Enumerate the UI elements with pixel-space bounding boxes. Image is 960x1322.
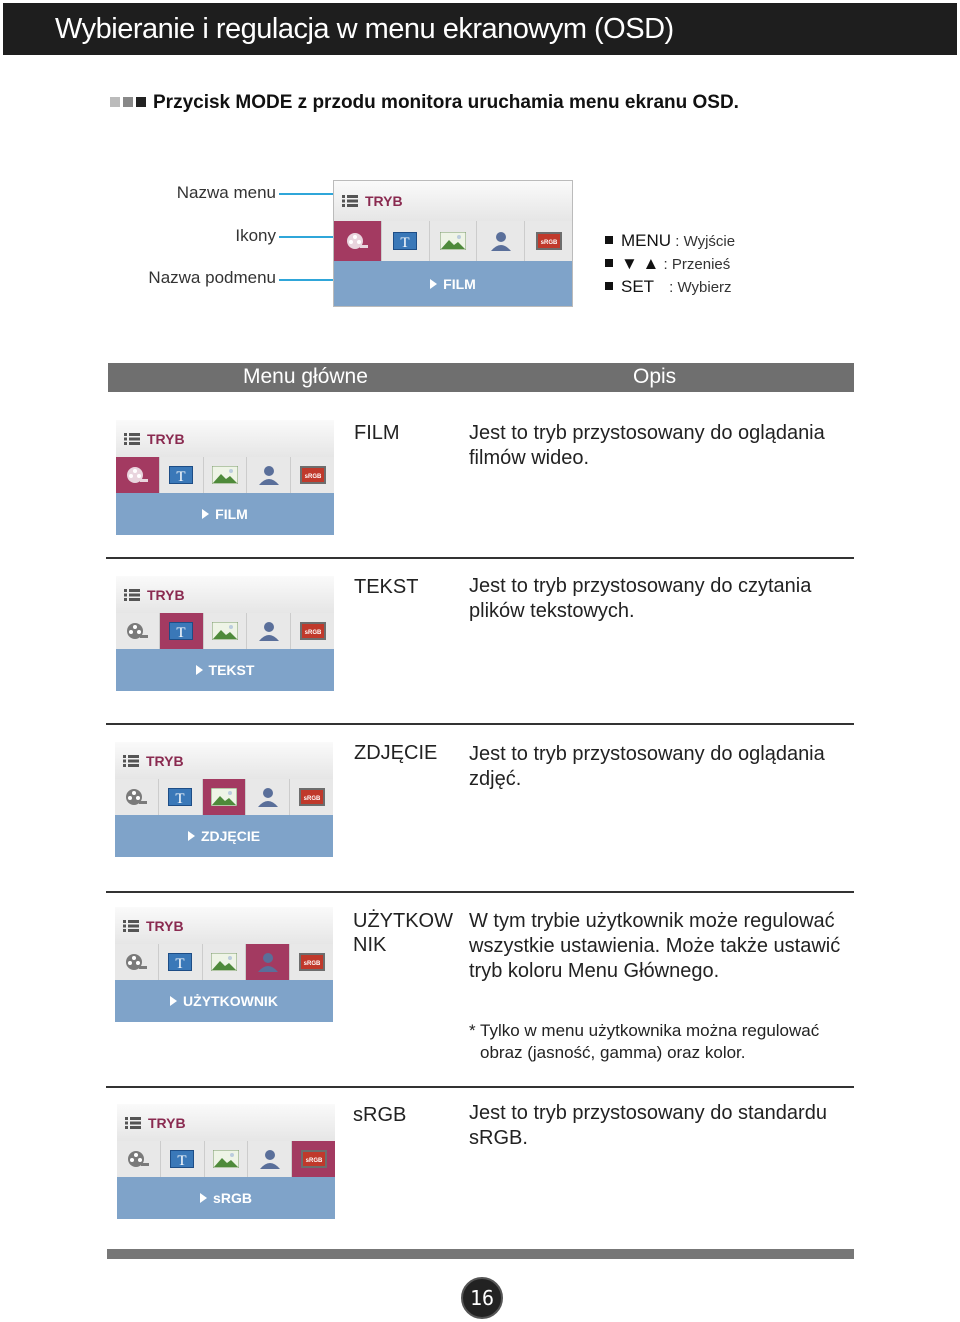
note-line2: obraz (jasność, gamma) oraz kolor. (480, 1043, 746, 1062)
osd-icon-cell (246, 944, 290, 980)
osd-icon-cell (116, 613, 160, 649)
srgb-icon (300, 622, 326, 640)
note-line1: * Tylko w menu użytkownika można regulować (469, 1021, 820, 1040)
film-reel-icon (124, 787, 148, 807)
row-name-film: FILM (354, 422, 400, 444)
film-reel-icon (126, 1149, 150, 1169)
user-person-icon (258, 621, 280, 641)
page-header (3, 3, 957, 55)
text-t-icon (169, 466, 193, 484)
user-person-icon (257, 787, 279, 807)
svg-text:sRGB: sRGB (304, 474, 321, 480)
svg-text:sRGB: sRGB (305, 1158, 322, 1164)
menu-grid-icon (124, 589, 140, 601)
text-t-icon (168, 788, 192, 806)
photo-landscape-icon (211, 788, 237, 806)
row-divider (106, 1086, 854, 1088)
osd-icon-cell (205, 1141, 249, 1177)
bullet-icon (605, 282, 613, 290)
osd-uzytkownik (115, 907, 333, 1022)
osd-icon-cell (161, 1141, 205, 1177)
user-person-icon (259, 1149, 281, 1169)
osd-submenu-label: UŻYTKOWNIK (183, 993, 278, 1009)
row-name-zdjecie: ZDJĘCIE (354, 742, 438, 764)
osd-title-bar (115, 742, 333, 780)
film-reel-icon (125, 621, 149, 641)
svg-text:T: T (175, 956, 185, 971)
osd-icon-row (115, 944, 333, 980)
osd-icon-cell (291, 613, 334, 649)
text-t-icon (168, 953, 192, 971)
table-header (108, 363, 854, 392)
osd-title-bar (334, 181, 572, 222)
osd-film (116, 420, 334, 535)
row-name-uzytkownik (353, 909, 453, 957)
footer-bar (107, 1249, 854, 1259)
key-set: SET (621, 277, 655, 296)
osd-icon-cell (246, 779, 290, 815)
user-person-icon (258, 465, 280, 485)
svg-text:T: T (177, 1153, 187, 1168)
osd-title: TRYB (148, 1114, 186, 1131)
menu-grid-icon (124, 433, 140, 445)
play-arrow-icon (196, 665, 203, 675)
photo-landscape-icon (211, 953, 237, 971)
osd-icon-cell (115, 779, 159, 815)
osd-title-bar (117, 1104, 335, 1142)
leader-line (279, 236, 333, 238)
bullet-square-icon (123, 97, 133, 107)
play-arrow-icon (430, 279, 437, 289)
osd-icon-row (334, 221, 572, 261)
page-title: Wybieranie i regulacja w menu ekranowym (OSD) (55, 13, 674, 45)
text-t-icon (170, 1150, 194, 1168)
text-t-icon (169, 622, 193, 640)
osd-icon-cell (247, 613, 291, 649)
row-name-tekst: TEKST (354, 576, 419, 598)
osd-icon-cell (291, 457, 334, 493)
osd-title: TRYB (365, 193, 403, 209)
film-reel-icon (124, 952, 148, 972)
osd-icon-cell (430, 221, 478, 261)
photo-landscape-icon (440, 232, 466, 250)
leader-line (279, 193, 333, 195)
row-divider (106, 891, 854, 893)
osd-icon-cell (525, 221, 572, 261)
menu-grid-icon (123, 920, 139, 932)
osd-submenu (334, 261, 572, 306)
row-name-uzytkownik-line2: NIK (353, 934, 387, 956)
svg-text:sRGB: sRGB (303, 961, 320, 967)
intro-text: Przycisk MODE z przodu monitora uruchamia menu ekranu OSD. (153, 92, 739, 113)
label-icons: Ikony (235, 226, 276, 245)
osd-submenu-label: FILM (443, 275, 476, 292)
osd-icon-cell (292, 1141, 335, 1177)
bullet-square-icon (110, 97, 120, 107)
osd-icon-row (117, 1141, 335, 1177)
key-menu: MENU (621, 231, 672, 250)
bullet-icon (605, 236, 613, 244)
bullet-square-icon (136, 97, 146, 107)
osd-icon-cell (116, 457, 160, 493)
svg-text:sRGB: sRGB (304, 630, 321, 636)
row-desc-srgb: Jest to tryb przystosowany do standardu sRGB. (469, 1102, 827, 1149)
osd-submenu (115, 815, 333, 857)
row-divider (106, 557, 854, 559)
svg-text:T: T (176, 469, 186, 484)
osd-submenu-label: TEKST (208, 662, 255, 678)
row-desc-zdjecie: Jest to tryb przystosowany do oglądania zdjęć. (469, 743, 825, 790)
osd-submenu-label: sRGB (213, 1190, 252, 1206)
svg-text:T: T (176, 625, 186, 640)
osd-icon-cell (290, 944, 333, 980)
bullet-icon (605, 259, 613, 267)
osd-icon-cell (247, 457, 291, 493)
osd-icon-cell (159, 944, 203, 980)
row-desc-film: Jest to tryb przystosowany do oglądania filmów wideo. (469, 422, 825, 469)
osd-icon-cell (160, 457, 204, 493)
svg-text:T: T (175, 791, 185, 806)
srgb-icon (300, 466, 326, 484)
osd-icon-row (116, 613, 334, 649)
osd-title: TRYB (147, 430, 185, 447)
osd-submenu (117, 1177, 335, 1219)
col-description: Opis (633, 365, 677, 388)
key-legend (605, 230, 735, 299)
row-desc-tekst: Jest to tryb przystosowany do czytania plików tekstowych. (469, 575, 812, 622)
svg-text:T: T (400, 235, 410, 250)
osd-submenu (116, 649, 334, 691)
osd-icon-cell (382, 221, 430, 261)
osd-title: TRYB (146, 752, 184, 769)
osd-submenu-label: ZDJĘCIE (200, 828, 261, 844)
row-name-srgb: sRGB (353, 1104, 407, 1126)
osd-icon-cell (160, 613, 204, 649)
row-name-uzytkownik-line1: UŻYTKOW (353, 910, 453, 932)
key-arrows: ▼ ▲ (621, 254, 660, 273)
svg-text:sRGB: sRGB (303, 796, 320, 802)
osd-icon-cell (115, 944, 159, 980)
osd-srgb (117, 1104, 335, 1219)
osd-icon-row (116, 457, 334, 493)
user-note (469, 1020, 819, 1064)
play-arrow-icon (200, 1193, 207, 1203)
user-person-icon (490, 231, 512, 251)
osd-title-bar (116, 576, 334, 614)
osd-icon-cell (117, 1141, 161, 1177)
srgb-icon (301, 1150, 327, 1168)
osd-submenu (116, 493, 334, 535)
menu-grid-icon (123, 755, 139, 767)
osd-title-bar (115, 907, 333, 945)
svg-text:sRGB: sRGB (540, 240, 557, 246)
film-reel-icon (345, 231, 369, 251)
col-main-menu: Menu główne (243, 365, 368, 388)
osd-icon-cell (334, 221, 382, 261)
key-arrows-action: : Przenieś (663, 256, 731, 273)
osd-zdjecie (115, 742, 333, 857)
srgb-icon (536, 232, 562, 250)
photo-landscape-icon (213, 1150, 239, 1168)
srgb-icon (299, 788, 325, 806)
photo-landscape-icon (212, 622, 238, 640)
page-number: 16 (461, 1277, 503, 1319)
photo-landscape-icon (212, 466, 238, 484)
text-t-icon (393, 232, 417, 250)
osd-icon-cell (248, 1141, 292, 1177)
osd-icon-cell (159, 779, 203, 815)
menu-grid-icon (342, 195, 358, 207)
srgb-icon (299, 953, 325, 971)
osd-icon-cell (290, 779, 333, 815)
row-desc-uzytkownik: W tym trybie użytkownik może regulować wszystkie ustawienia. Może także ustawić tryb koloru Menu Głównego. (469, 910, 841, 982)
osd-icon-cell (477, 221, 525, 261)
menu-grid-icon (125, 1117, 141, 1129)
osd-title: TRYB (146, 917, 184, 934)
osd-icon-cell (203, 779, 247, 815)
label-menu-name: Nazwa menu (176, 183, 276, 202)
user-person-icon (257, 952, 279, 972)
osd-icon-cell (204, 613, 248, 649)
osd-tekst (116, 576, 334, 691)
row-divider (106, 723, 854, 725)
play-arrow-icon (170, 996, 177, 1006)
film-reel-icon (125, 465, 149, 485)
osd-icon-cell (203, 944, 247, 980)
osd-diagram (333, 180, 573, 307)
osd-icon-row (115, 779, 333, 815)
play-arrow-icon (188, 831, 195, 841)
osd-submenu-label: FILM (215, 506, 248, 522)
osd-submenu (115, 980, 333, 1022)
osd-icon-cell (204, 457, 248, 493)
play-arrow-icon (202, 509, 209, 519)
leader-line (279, 279, 333, 281)
osd-title: TRYB (147, 586, 185, 603)
osd-title-bar (116, 420, 334, 458)
key-set-action: : Wybierz (669, 279, 732, 296)
label-submenu-name: Nazwa podmenu (148, 268, 276, 287)
key-menu-action: : Wyjście (675, 233, 736, 250)
intro-line (110, 92, 739, 114)
